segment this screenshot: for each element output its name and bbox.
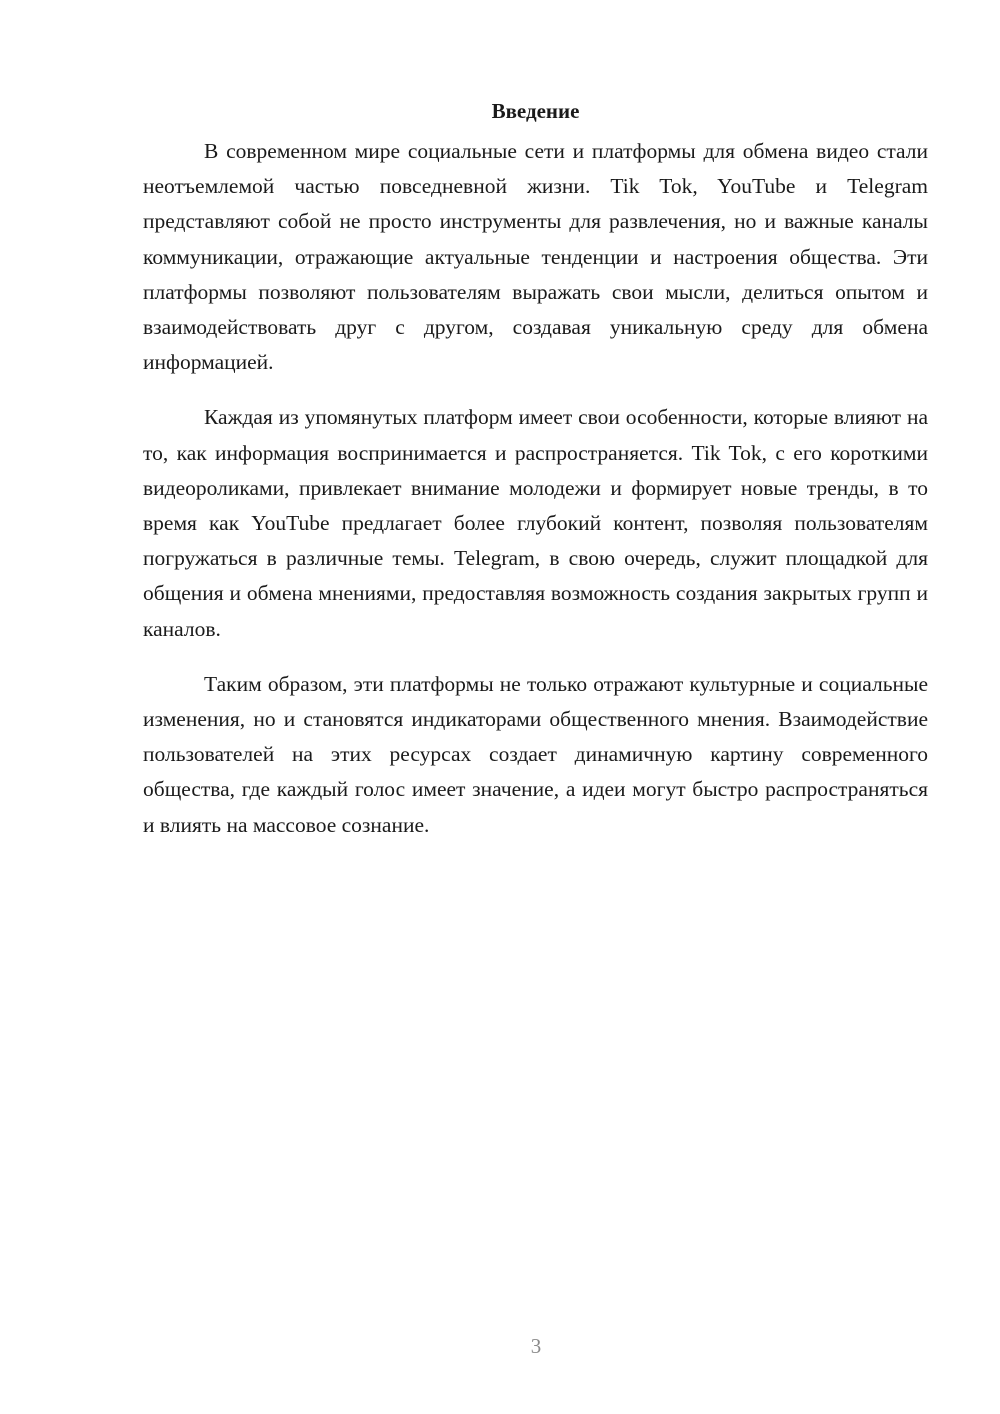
page-number: 3 [530,1334,542,1358]
document-page [143,96,928,863]
paragraph-2: Каждая из упомянутых платформ имеет свои особенности, которые влияют на то, как информация воспринимается и распространяется. Tik Tok, с его короткими видеороликами, привлекает внимание молодежи и формирует новые тренды, в то время как YouTube предлагает более глубокий контент, позволяя пользователям погружаться в различные темы. Telegram, в свою очередь, служит площадкой для общения и обмена мнениями, предоставляя возможность создания закрытых групп и каналов. [143,405,928,641]
paragraph-1: В современном мире социальные сети и платформы для обмена видео стали неотъемлемой частью повседневной жизни. Tik Tok, YouTube и Telegram представляют собой не просто инструменты для развлечения, но и важные каналы коммуникации, отражающие актуальные тенденции и настроения общества. Эти платформы позволяют пользователям выражать свои мысли, делиться опытом и взаимодействовать друг с другом, создавая уникальную среду для обмена информацией. [143,139,928,375]
page-title: Введение [491,99,580,123]
paragraph-3: Таким образом, эти платформы не только отражают культурные и социальные изменения, но и становятся индикаторами общественного мнения. Взаимодействие пользователей на этих ресурсах создает динамичную картину современного общества, где каждый голос имеет значение, а идеи могут быстро распространяться и влиять на массовое сознание. [143,671,928,837]
